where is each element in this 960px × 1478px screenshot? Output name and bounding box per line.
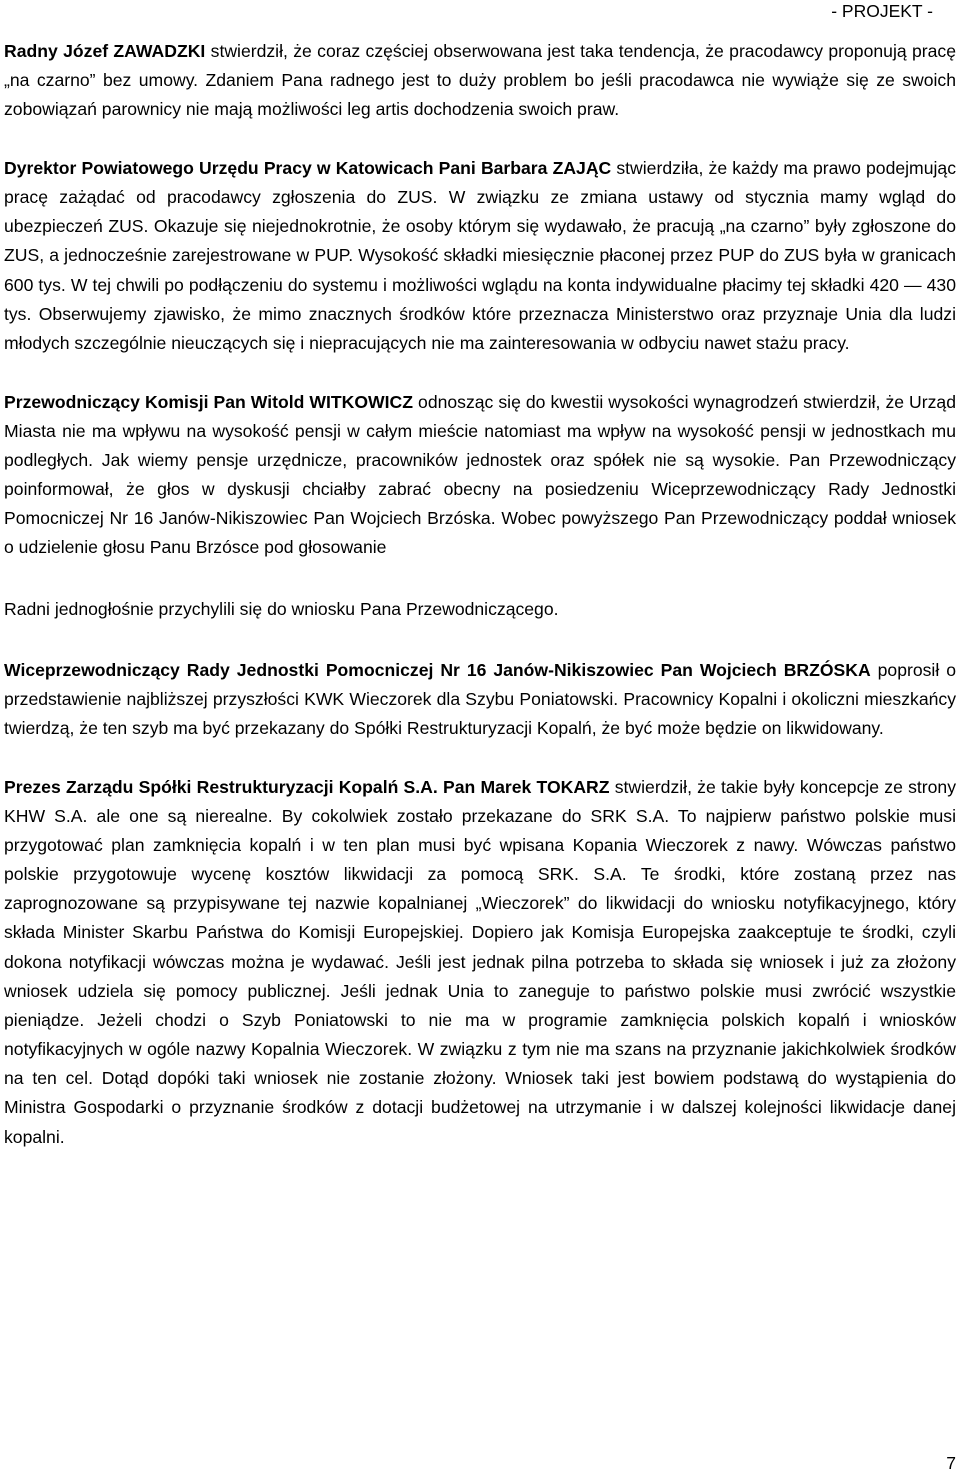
paragraph-zajac bbox=[4, 154, 956, 358]
paragraph-text: stwierdziła, że każdy ma prawo podejmując pracę zażądać od pracodawcy zgłoszenia do ZUS. W związku ze zmiana ustawy od stycznia mamy wgląd do ubezpieczeń ZUS. Okazuje się niejednokrotnie, że osoby którym się wydawało, że pracują „na czarno” były zgłoszone do ZUS, a jednocześnie zarejestrowane w PUP. Wysokość składki miesięcznie płaconej przez PUP do ZUS była w granicach 600 tys. W tej chwili po podłączeniu do systemu i możliwości wglądu na konta indywidualne płacimy tej składki 420 — 430 tys. Obserwujemy zjawisko, że mimo znacznych środków które przeznacza Ministerstwo oraz przyznaje Unia dla ludzi młodych szczególnie nieuczących się i niepracujących nie ma zainteresowania w odbyciu nawet stażu pracy. bbox=[4, 157, 956, 353]
speaker-name: Przewodniczący Komisji Pan Witold WITKOWICZ bbox=[4, 391, 413, 412]
paragraph-brzoska bbox=[4, 656, 956, 743]
paragraph-text: stwierdził, że coraz częściej obserwowana jest taka tendencja, że pracodawcy proponują pracę „na czarno” bez umowy. Zdaniem Pana radnego jest to duży problem bo jeśli pracodawca nie wywiąże się ze swoich zobowiązań parownicy nie mają możliwości leg artis dochodzenia swoich praw. bbox=[4, 41, 956, 120]
speaker-name: Wiceprzewodniczący Rady Jednostki Pomocniczej Nr 16 Janów-Nikiszowiec Pan Wojciech BRZÓSKA bbox=[4, 659, 871, 680]
draft-label: - PROJEKT - bbox=[831, 1, 933, 21]
speaker-name: Radny Józef ZAWADZKI bbox=[4, 41, 206, 61]
paragraph-zawadzki bbox=[4, 37, 956, 124]
paragraph-witkowicz bbox=[4, 388, 956, 563]
paragraph-text: odnosząc się do kwestii wysokości wynagrodzeń stwierdził, że Urząd Miasta nie ma wpływu na wysokość pensji w całym mieście natomiast ma wpływ na wysokość pensji w jednostkach mu podległych. Jak wiemy pensje urzędnicze, pracowników jednostek oraz spółek nie są wysokie. Pan Przewodniczący poinformował, że głos w dyskusji chciałby zabrać obecny na posiedzeniu Wiceprzewodniczący Rady Jednostki Pomocniczej Nr 16 Janów-Nikiszowiec Pan Wojciech Brzóska. Wobec powyższego Pan Przewodniczący poddał wniosek o udzielenie głosu Panu Brzósce pod głosowanie bbox=[4, 391, 956, 558]
paragraph-tokarz bbox=[4, 773, 956, 1152]
document-body bbox=[4, 37, 956, 1152]
paragraph-text: Radni jednogłośnie przychylili się do wniosku Pana Przewodniczącego. bbox=[4, 598, 559, 619]
paragraph-text: poprosił o przedstawienie najbliższej przyszłości KWK Wieczorek dla Szybu Poniatowski. Pracownicy Kopalni i okoliczni mieszkańcy twierdzą, że ten szyb ma być przekazany do Spółki Restrukturyzacji Kopalń, że być może będzie on likwidowany. bbox=[4, 659, 956, 738]
document-header bbox=[0, 0, 960, 23]
page-number: 7 bbox=[946, 1453, 956, 1473]
paragraph-vote-result bbox=[4, 595, 956, 624]
speaker-name: Dyrektor Powiatowego Urzędu Pracy w Katowicach Pani Barbara ZAJĄC bbox=[4, 157, 612, 178]
speaker-name: Prezes Zarządu Spółki Restrukturyzacji Kopalń S.A. Pan Marek TOKARZ bbox=[4, 776, 610, 797]
paragraph-text: stwierdził, że takie były koncepcje ze strony KHW S.A. ale one są nierealne. By cokolwiek zostało przekazane do SRK S.A. To najpierw państwo polskie musi przygotować plan zamknięcia kopalń i w ten plan musi być wpisana Kopania Wieczorek z nawy. Wówczas państwo polskie przygotowuje wycenę kosztów likwidacji za pomocą SRK. S.A. Te środki, które zostaną przez nas zaprognozowane są przypisywane tej nazwie kopalnianej „Wieczorek” do likwidacji do wniosku notyfikacyjnego, który składa Minister Skarbu Państwa do Komisji Europejskiej. Dopiero jak Komisja Europejska zaakceptuje te środki, czyli dokona notyfikacji wówczas można je wydawać. Jeśli jest jednak pilna potrzeba to składa się wniosek i już za złożony wniosek udziela się pomocy publicznej. Jeśli jednak Unia to zaneguje to państwo polskie musi zwrócić wszystkie pieniądze. Jeżeli chodzi o Szyb Poniatowski to nie ma w programie zamknięcia polskich kopalń i wniosków notyfikacyjnych w ogóle nazwy Kopalnia Wieczorek. W związku z tym nie ma szans na przyznanie jakichkolwiek środków na ten cel. Dotąd dopóki taki wniosek nie zostanie złożony. Wniosek taki jest bowiem podstawą do wystąpienia do Ministra Gospodarki o przyznanie środków z dotacji budżetowej na utrzymanie i w dalszej kolejności likwidacje danej kopalni. bbox=[4, 776, 956, 1147]
